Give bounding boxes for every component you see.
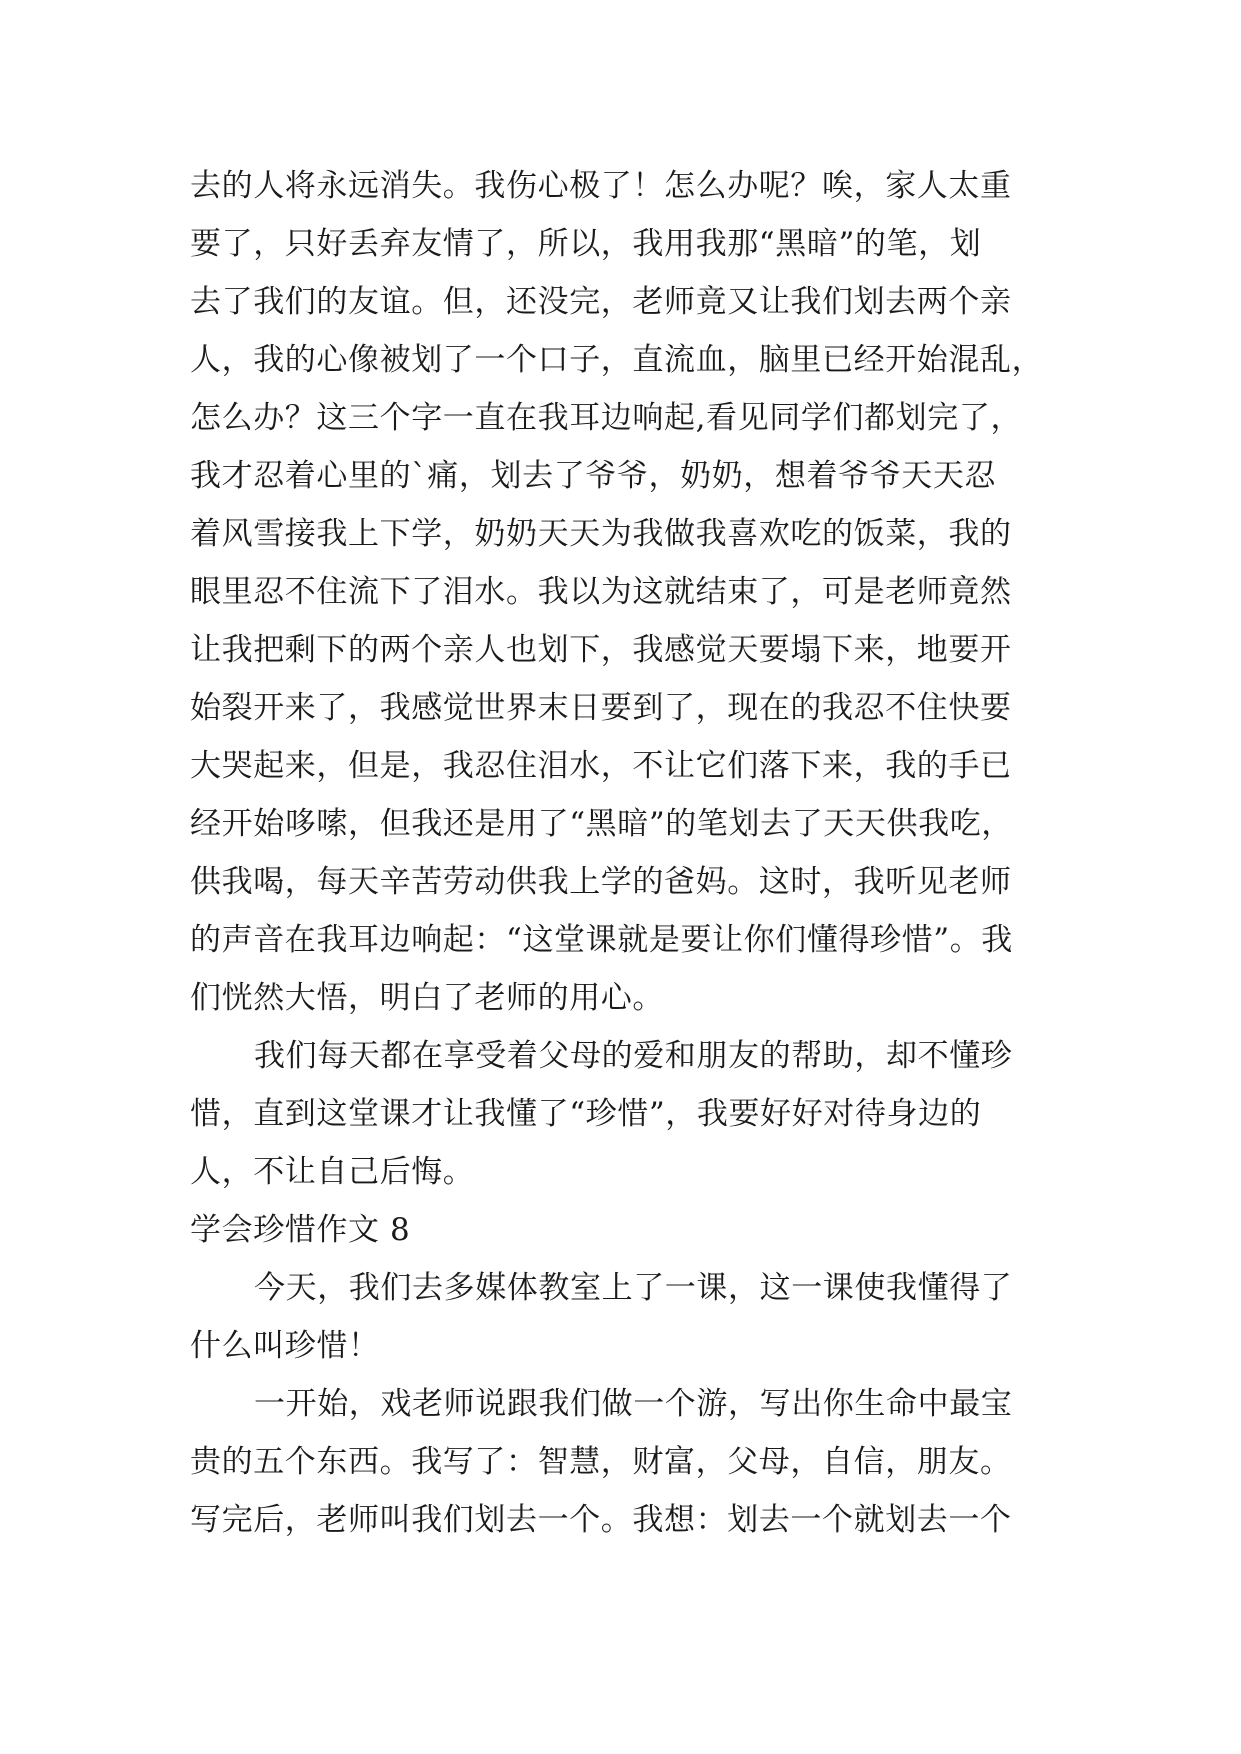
paragraph-line: 供我喝，每天辛苦劳动供我上学的爸妈。这时，我听见老师 (190, 864, 1012, 900)
paragraph-line: 怎么办？这三个字一直在我耳边响起,看见同学们都划完了， (190, 400, 1023, 436)
paragraph-line: 什么叫珍惜！ (190, 1328, 380, 1364)
paragraph-line: 写完后，老师叫我们划去一个。我想：划去一个就划去一个 (190, 1502, 1012, 1538)
paragraph-line: 去了我们的友谊。但，还没完，老师竟又让我们划去两个亲 (190, 284, 1012, 320)
paragraph-line: 人，不让自己后悔。 (190, 1154, 475, 1190)
section-heading: 学会珍惜作文 8 (190, 1212, 411, 1248)
paragraph-line: 我才忍着心里的`痛，划去了爷爷，奶奶，想着爷爷天天忍 (190, 458, 997, 494)
paragraph-line: 的声音在我耳边响起：“这堂课就是要让你们懂得珍惜”。我 (190, 922, 1013, 958)
paragraph-line: 着风雪接我上下学，奶奶天天为我做我喜欢吃的饭菜，我的 (190, 516, 1012, 552)
paragraph-line: 去的人将永远消失。我伤心极了！怎么办呢？唉，家人太重 (190, 168, 1012, 204)
paragraph-line: 人，我的心像被划了一个口子，直流血，脑里已经开始混乱， (190, 342, 1044, 378)
paragraph-line: 让我把剩下的两个亲人也划下，我感觉天要塌下来，地要开 (190, 632, 1012, 668)
paragraph-first-line: 一开始，戏老师说跟我们做一个游，写出你生命中最宝 (254, 1386, 1013, 1422)
paragraph-line: 大哭起来，但是，我忍住泪水，不让它们落下来，我的手已 (190, 748, 1012, 784)
paragraph-line: 们恍然大悟，明白了老师的用心。 (190, 980, 664, 1016)
paragraph-line: 眼里忍不住流下了泪水。我以为这就结束了，可是老师竟然 (190, 574, 1012, 610)
paragraph-line: 始裂开来了，我感觉世界末日要到了，现在的我忍不住快要 (190, 690, 1012, 726)
paragraph-line: 经开始哆嗦，但我还是用了“黑暗”的笔划去了天天供我吃， (190, 806, 1013, 842)
paragraph-first-line: 我们每天都在享受着父母的爱和朋友的帮助，却不懂珍 (254, 1038, 1013, 1074)
paragraph-line: 贵的五个东西。我写了：智慧，财富，父母，自信，朋友。 (190, 1444, 1012, 1480)
paragraph-first-line: 今天，我们去多媒体教室上了一课，这一课使我懂得了 (254, 1270, 1013, 1306)
paragraph-line: 要了，只好丢弃友情了，所以，我用我那“黑暗”的笔，划 (190, 226, 982, 262)
paragraph-line: 惜，直到这堂课才让我懂了“珍惜”，我要好好对待身边的 (190, 1096, 982, 1132)
